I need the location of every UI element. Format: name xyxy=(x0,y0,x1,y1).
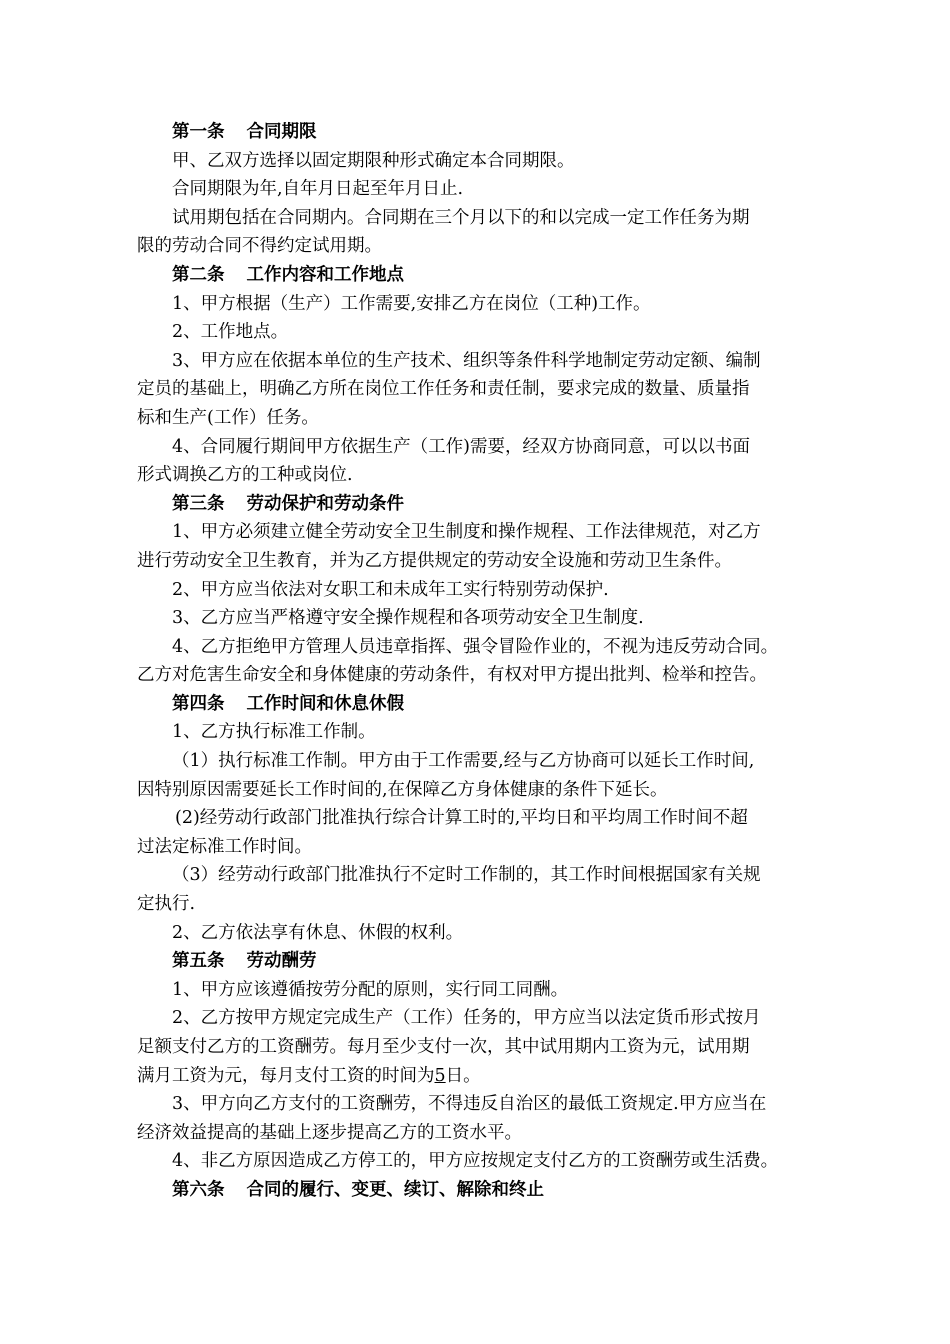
paragraph-line: 3、甲方应在依据本单位的生产技术、组织等条件科学地制定劳动定额、编制 xyxy=(172,350,761,371)
paragraph-line: 2、乙方按甲方规定完成生产（工作）任务的，甲方应当以法定货币形式按月 xyxy=(172,1008,761,1029)
article-number: 第二条 xyxy=(172,264,225,285)
paragraph-line: 进行劳动安全卫生教育，并为乙方提供规定的劳动安全设施和劳动卫生条件。 xyxy=(137,550,732,571)
paragraph-line: 1、甲方必须建立健全劳动安全卫生制度和操作规程、工作法律规范，对乙方 xyxy=(172,522,761,543)
paragraph-line: 3、甲方向乙方支付的工资酬劳，不得违反自治区的最低工资规定.甲方应当在 xyxy=(172,1094,767,1115)
paragraph-line: 4、合同履行期间甲方依据生产（工作)需要，经双方协商同意，可以以书面 xyxy=(172,436,750,457)
text-segment: 满月工资为元，每月支付工资的时间为 xyxy=(137,1065,435,1086)
paragraph-line: 4、乙方拒绝甲方管理人员违章指挥、强令冒险作业的，不视为违反劳动合同。 xyxy=(172,636,779,657)
article-title: 合同期限 xyxy=(246,122,317,142)
article-number: 第六条 xyxy=(172,1179,225,1200)
paragraph-line: 4、非乙方原因造成乙方停工的，甲方应按规定支付乙方的工资酬劳或生活费。 xyxy=(172,1151,779,1172)
paragraph-line xyxy=(137,1062,850,1091)
paragraph-line: 限的劳动合同不得约定试用期。 xyxy=(137,236,382,257)
paragraph-line: 形式调换乙方的工种或岗位. xyxy=(137,465,353,486)
article-heading xyxy=(137,118,850,147)
article-number: 第三条 xyxy=(172,493,225,514)
paragraph-line: (2)经劳动行政部门批准执行综合计算工时的,平均日和平均周工作时间不超 xyxy=(175,808,748,829)
article-heading xyxy=(137,1176,850,1205)
article-heading xyxy=(137,690,850,719)
paragraph-line: 合同期限为年,自年月日起至年月日止. xyxy=(172,179,464,200)
article-number: 第一条 xyxy=(172,122,225,142)
paragraph-line: （1）执行标准工作制。甲方由于工作需要,经与乙方协商可以延长工作时间, xyxy=(172,751,755,772)
article-title: 劳动保护和劳动条件 xyxy=(246,493,404,514)
paragraph-line: 足额支付乙方的工资酬劳。每月至少支付一次，其中试用期内工资为元，试用期 xyxy=(137,1037,750,1057)
paragraph-line: 2、乙方依法享有休息、休假的权利。 xyxy=(172,922,464,943)
article-heading xyxy=(137,261,850,290)
payday-value: 5 xyxy=(434,1065,446,1086)
article-heading xyxy=(137,947,850,976)
article-title: 劳动酬劳 xyxy=(246,951,317,972)
paragraph-line: 甲、乙双方选择以固定期限种形式确定本合同期限。 xyxy=(172,150,575,171)
article-number: 第四条 xyxy=(172,693,225,714)
paragraph-line: 3、乙方应当严格遵守安全操作规程和各项劳动安全卫生制度. xyxy=(172,608,644,629)
text-segment: 日。 xyxy=(445,1065,481,1086)
paragraph-line: 1、乙方执行标准工作制。 xyxy=(172,722,376,743)
paragraph-line: 经济效益提高的基础上逐步提高乙方的工资水平。 xyxy=(137,1122,522,1143)
paragraph-line: 2、甲方应当依法对女职工和未成年工实行特别劳动保护. xyxy=(172,579,609,600)
paragraph-line: 因特别原因需要延长工作时间的,在保障乙方身体健康的条件下延长。 xyxy=(137,779,668,800)
paragraph-line: 过法定标准工作时间。 xyxy=(137,836,312,857)
paragraph-line: 定员的基础上，明确乙方所在岗位工作任务和责任制，要求完成的数量、质量指 xyxy=(137,379,750,400)
paragraph-line: （3）经劳动行政部门批准执行不定时工作制的，其工作时间根据国家有关规 xyxy=(172,865,761,886)
article-title: 工作内容和工作地点 xyxy=(246,264,404,285)
paragraph-line: 乙方对危害生命安全和身体健康的劳动条件，有权对甲方提出批判、检举和控告。 xyxy=(137,665,767,686)
article-number: 第五条 xyxy=(172,951,225,972)
article-title: 合同的履行、变更、续订、解除和终止 xyxy=(246,1179,544,1200)
paragraph-line: 定执行. xyxy=(137,894,196,915)
paragraph-line: 标和生产(工作）任务。 xyxy=(137,407,319,428)
paragraph-line: 2、工作地点。 xyxy=(172,322,289,343)
paragraph-line: 试用期包括在合同期内。合同期在三个月以下的和以完成一定工作任务为期 xyxy=(172,207,750,228)
article-title: 工作时间和休息休假 xyxy=(246,693,404,714)
article-heading xyxy=(137,490,850,519)
paragraph-line: 1、甲方根据（生产）工作需要,安排乙方在岗位（工种)工作。 xyxy=(172,293,651,314)
paragraph-line: 1、甲方应该遵循按劳分配的原则，实行同工同酬。 xyxy=(172,979,569,1000)
